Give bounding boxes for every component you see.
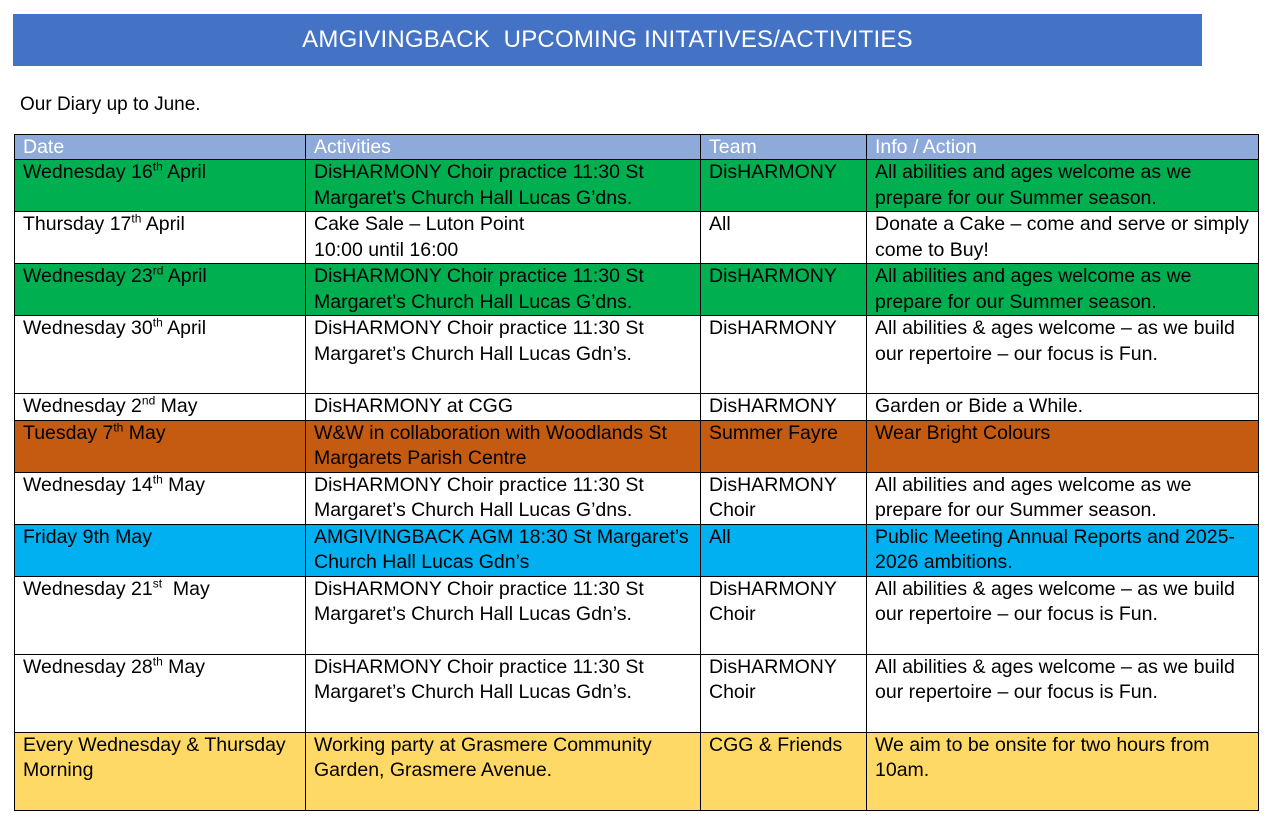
activity-cell: Cake Sale – Luton Point 10:00 until 16:00 xyxy=(306,212,701,264)
date-cell xyxy=(15,264,306,316)
date-text: Thursday 17 xyxy=(23,213,132,235)
date-cell xyxy=(15,394,306,421)
activity-cell: Working party at Grasmere Community Garden, Grasmere Avenue. xyxy=(306,732,701,810)
info-cell: All abilities & ages welcome – as we build our repertoire – our focus is Fun. xyxy=(867,576,1259,654)
activity-cell: DisHARMONY Choir practice 11:30 St Margaret’s Church Hall Lucas G’dns. xyxy=(306,264,701,316)
date-ordinal-suffix: th xyxy=(131,211,142,226)
date-cell xyxy=(15,212,306,264)
date-text: Wednesday 30 xyxy=(23,317,153,339)
date-month: April xyxy=(163,265,207,287)
date-ordinal-suffix: th xyxy=(152,472,163,486)
info-cell: Wear Bright Colours xyxy=(867,420,1259,472)
team-cell: DisHARMONY xyxy=(701,264,867,316)
date-cell xyxy=(15,472,306,524)
date-text: Friday 9th May xyxy=(23,525,152,548)
team-cell: CGG & Friends xyxy=(701,732,867,810)
team-cell: All xyxy=(701,524,867,576)
table-row xyxy=(15,472,1259,524)
date-text: Wednesday 28 xyxy=(23,655,153,678)
page-subtitle: Our Diary up to June. xyxy=(20,94,201,115)
column-header-team: Team xyxy=(701,135,867,160)
date-cell xyxy=(15,316,306,394)
date-text: Wednesday 21 xyxy=(23,577,153,600)
date-month: May xyxy=(155,395,198,417)
date-month: May xyxy=(162,655,206,678)
team-cell: DisHARMONY Choir xyxy=(701,472,867,524)
team-cell: Summer Fayre xyxy=(701,420,867,472)
info-cell: All abilities and ages welcome as we prepare for our Summer season. xyxy=(867,472,1259,524)
info-cell: Garden or Bide a While. xyxy=(867,394,1259,421)
team-cell: DisHARMONY xyxy=(701,160,867,212)
date-month: May xyxy=(162,473,206,496)
info-cell: All abilities and ages welcome as we prepare for our Summer season. xyxy=(867,160,1259,212)
date-cell xyxy=(15,654,306,732)
date-month: May xyxy=(162,577,210,600)
date-text: Tuesday 7 xyxy=(23,421,114,444)
info-cell: All abilities and ages welcome as we prepare for our Summer season. xyxy=(867,264,1259,316)
page-title: AMGIVINGBACK UPCOMING INITATIVES/ACTIVITIES xyxy=(302,26,913,53)
date-month: April xyxy=(141,213,185,235)
date-text: Wednesday 23 xyxy=(23,265,153,287)
date-cell xyxy=(15,160,306,212)
table-row xyxy=(15,394,1259,421)
table-row xyxy=(15,316,1259,394)
activity-cell: DisHARMONY Choir practice 11:30 St Margaret’s Church Hall Lucas Gdn’s. xyxy=(306,316,701,394)
column-header-info: Info / Action xyxy=(867,135,1259,160)
date-month: April xyxy=(162,161,207,183)
date-month: May xyxy=(123,421,166,444)
diary-table xyxy=(14,134,1259,811)
team-cell: DisHARMONY Choir xyxy=(701,576,867,654)
date-ordinal-suffix: th xyxy=(152,654,163,668)
table-row xyxy=(15,654,1259,732)
activity-cell: DisHARMONY at CGG xyxy=(306,394,701,421)
date-cell xyxy=(15,576,306,654)
activity-cell: DisHARMONY Choir practice 11:30 St Margaret’s Church Hall Lucas G’dns. xyxy=(306,472,701,524)
team-cell: DisHARMONY xyxy=(701,394,867,421)
table-row xyxy=(15,732,1259,810)
team-cell: DisHARMONY xyxy=(701,316,867,394)
info-cell: Public Meeting Annual Reports and 2025-2026 ambitions. xyxy=(867,524,1259,576)
date-ordinal-suffix: rd xyxy=(152,263,164,278)
info-cell: All abilities & ages welcome – as we build our repertoire – our focus is Fun. xyxy=(867,654,1259,732)
table-row xyxy=(15,160,1259,212)
date-text: Every Wednesday & Thursday Morning xyxy=(23,733,286,781)
team-cell: DisHARMONY Choir xyxy=(701,654,867,732)
info-cell: All abilities & ages welcome – as we build our repertoire – our focus is Fun. xyxy=(867,316,1259,394)
activity-cell: DisHARMONY Choir practice 11:30 St Margaret’s Church Hall Lucas G’dns. xyxy=(306,160,701,212)
title-banner xyxy=(13,14,1202,66)
table-row xyxy=(15,212,1259,264)
date-cell xyxy=(15,420,306,472)
info-cell: We aim to be onsite for two hours from 10am. xyxy=(867,732,1259,810)
date-text: Wednesday 14 xyxy=(23,473,153,496)
date-month: April xyxy=(162,317,207,339)
activity-cell: DisHARMONY Choir practice 11:30 St Margaret’s Church Hall Lucas Gdn’s. xyxy=(306,576,701,654)
info-cell: Donate a Cake – come and serve or simply come to Buy! xyxy=(867,212,1259,264)
table-row xyxy=(15,524,1259,576)
date-cell xyxy=(15,732,306,810)
activity-cell: W&W in collaboration with Woodlands St Margarets Parish Centre xyxy=(306,420,701,472)
date-ordinal-suffix: th xyxy=(152,159,163,174)
header-row xyxy=(15,135,1259,160)
column-header-activities: Activities xyxy=(306,135,701,160)
date-cell xyxy=(15,524,306,576)
table-row xyxy=(15,420,1259,472)
table-row xyxy=(15,264,1259,316)
date-ordinal-suffix: nd xyxy=(141,393,156,408)
date-ordinal-suffix: th xyxy=(152,315,163,330)
date-text: Wednesday 16 xyxy=(23,161,153,183)
table-row xyxy=(15,576,1259,654)
activity-cell: AMGIVINGBACK AGM 18:30 St Margaret’s Church Hall Lucas Gdn’s xyxy=(306,524,701,576)
column-header-date: Date xyxy=(15,135,306,160)
activity-cell: DisHARMONY Choir practice 11:30 St Margaret’s Church Hall Lucas Gdn’s. xyxy=(306,654,701,732)
team-cell: All xyxy=(701,212,867,264)
date-ordinal-suffix: th xyxy=(113,420,124,434)
date-ordinal-suffix: st xyxy=(152,576,163,590)
date-text: Wednesday 2 xyxy=(23,395,142,417)
